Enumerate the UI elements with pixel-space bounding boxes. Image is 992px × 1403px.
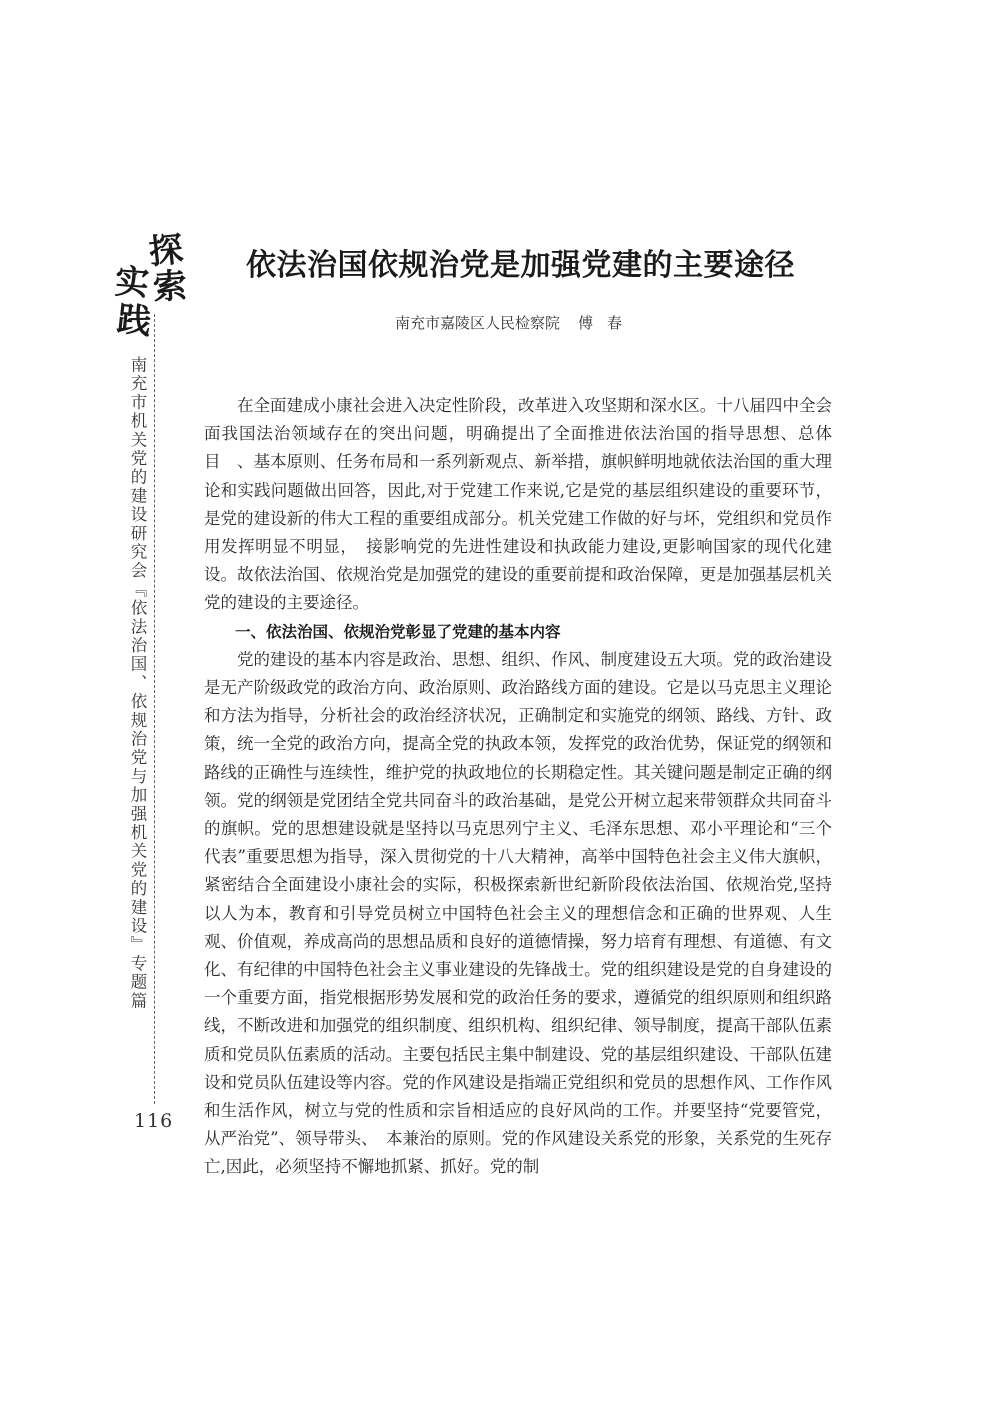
series-title: 南充市机关党的建设研究会『依法治国、依规治党与加强机关党的建设』专题篇 [128,356,147,1011]
column-logo [113,229,189,346]
logo-char: 索 [151,265,189,309]
logo-char: 探 [147,229,185,273]
section-paragraph: 党的建设的基本内容是政治、思想、组织、作风、制度建设五大项。党的政治建设是无产阶级政党的政治方向、政治原则、政治路线方面的建设。它是以马克思主义理论和方法为指导，分析社会的政治经济状况，正确制定和实施党的纲领、路线、方针、政策，统一全党的政治方向，提高全党的执政本领，发挥党的政治优势，保证党的纲领和路线的正确性与连续性，维护党的执政地位的长期稳定性。其关键问题是制定正确的纲领。党的纲领是党团结全党共同奋斗的政治基础，是党公开树立起来带领群众共同奋斗的旗帜。党的思想建设就是坚持以马克思列宁主义、毛泽东思想、邓小平理论和“三个代表”重要思想为指导，深入贯彻党的十八大精神，高举中国特色社会主义伟大旗帜，紧密结合全面建设小康社会的实际，积极探索新世纪新阶段依法治国、依规治党,坚持以人为本，教育和引导党员树立中国特色社会主义的理想信念和正确的世界观、人生观、价值观，养成高尚的思想品质和良好的道德情操，努力培育有理想、有道德、有文化、有纪律的中国特色社会主义事业建设的先锋战士。党的组织建设是党的自身建设的一个重要方面，指党根据形势发展和党的政治任务的要求，遵循党的组织原则和组织路线，不断改进和加强党的组织制度、组织机构、组织纪律、领导制度，提高干部队伍素质和党员队伍素质的活动。主要包括民主集中制建设、党的基层组织建设、干部队伍建设和党员队伍建设等内容。党的作风建设是指端正党组织和党员的思想作风、工作作风和生活作风，树立与党的性质和宗旨相适应的良好风尚的工作。并要坚持“党要管党，从严治党”、领导带头、 本兼治的原则。党的作风建设关系党的形象，关系党的生死存亡,因此，必须坚持不懈地抓紧、抓好。党的制 [204,649,832,1177]
byline [395,312,636,333]
article-body [204,392,849,1182]
article-title: 依法治国依规治党是加强党建的主要途径 [246,248,795,283]
logo-char: 实 [113,261,151,305]
section-heading: 一、依法治国、依规治党彰显了党建的基本内容 [235,622,561,641]
page-number: 116 [134,1110,174,1132]
margin-divider [154,314,155,1104]
author-institution: 南充市嘉陵区人民检察院 [395,314,561,332]
author-name: 傅春 [578,314,637,332]
logo-char: 践 [115,299,153,343]
intro-paragraph: 在全面建成小康社会进入决定性阶段，改革进入攻坚期和深水区。十八届四中全会 面我国法治领域存在的突出问题，明确提出了全面推进依法治国的指导思想、总体目 、基本原则、任务布局和一系列新观点、新举措，旗帜鲜明地就依法治国的重大理论和实践问题做出回答，因此,对于党建工作来说,它是党的基层组织建设的重要环节，是党的建设新的伟大工程的重要组成部分。机关党建工作做的好与坏，党组织和党员作用发挥明显不明显， 接影响党的先进性建设和执政能力建设,更影响国家的现代化建设。故依法治国、依规治党是加强党的建设的重要前提和政治保障，更是加强基层机关党的建设的主要途径。 [204,396,849,613]
